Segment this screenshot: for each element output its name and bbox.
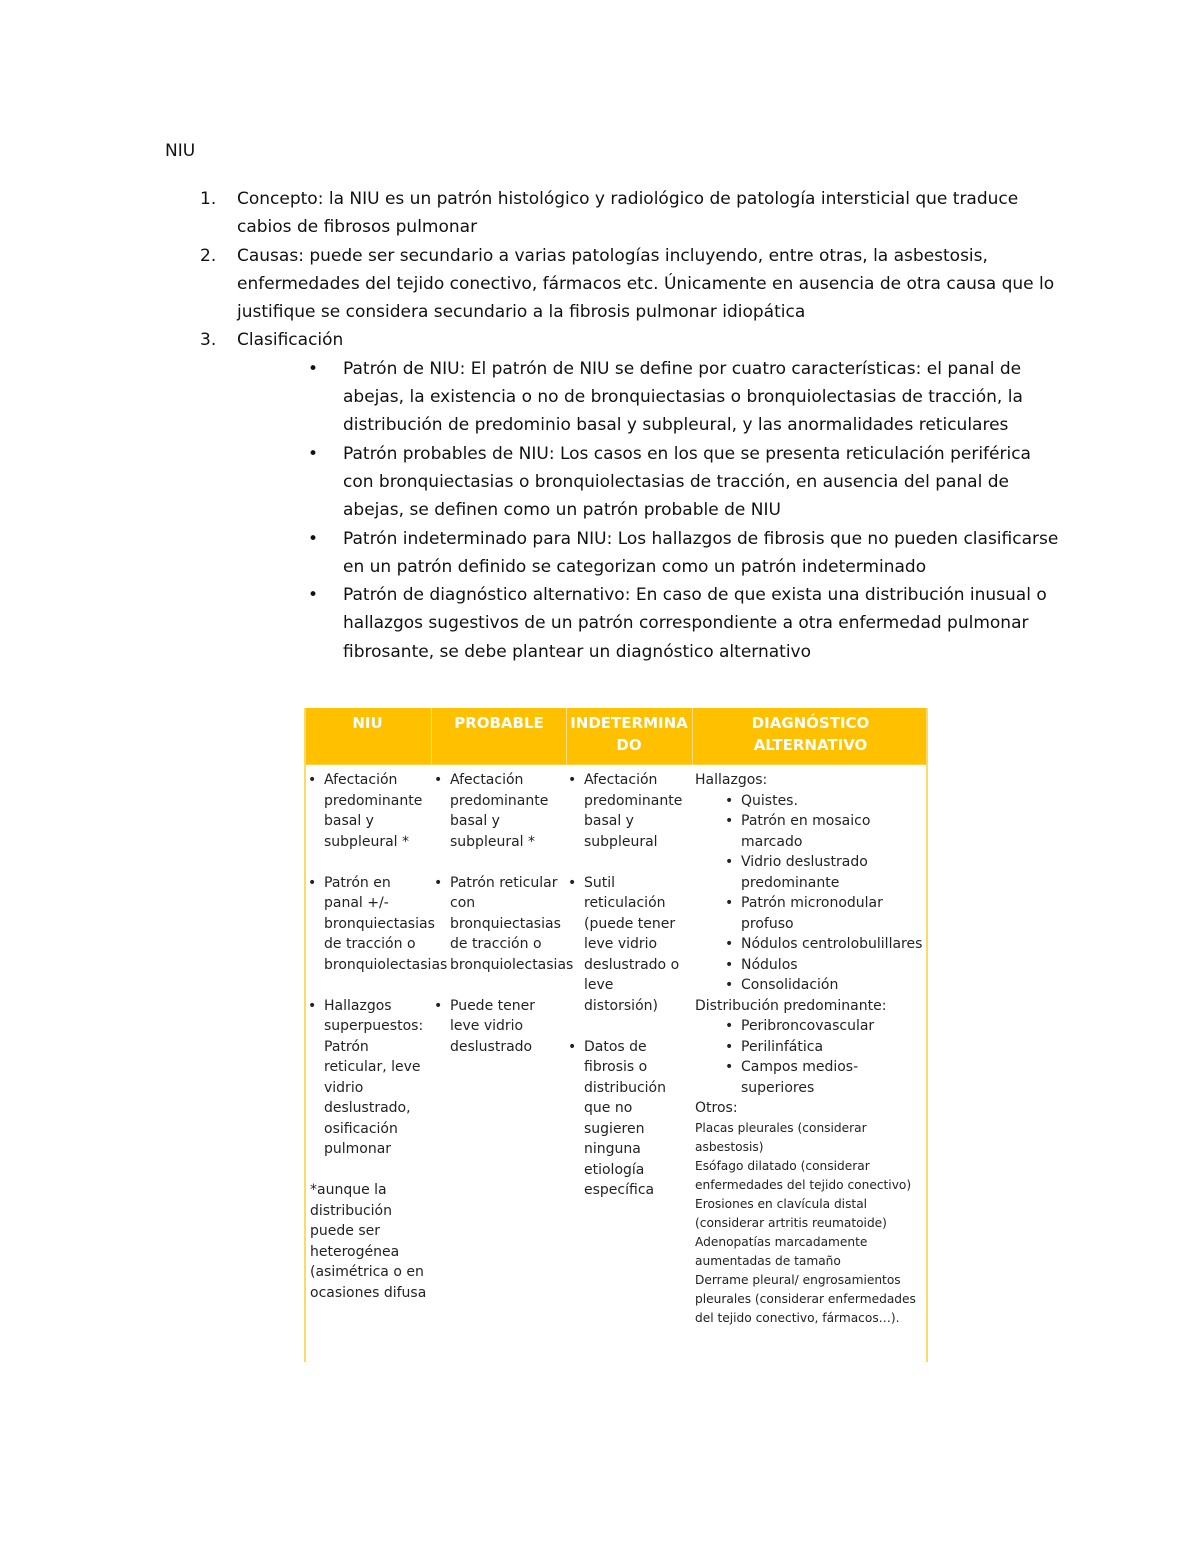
spacer: [566, 1016, 690, 1037]
list-item-text: Concepto: la NIU es un patrón histológico y radiológico de patología intersticial que traduce cabios de fibrosos pulmonar: [237, 189, 1019, 238]
distribucion-label: Distribución predominante:: [695, 997, 887, 1014]
header-indeterminado: INDETERMINA DO: [570, 714, 688, 754]
bullet-icon: •: [308, 997, 317, 1014]
header-diagnostico-alternativo: DIAGNÓSTICO ALTERNATIVO: [751, 714, 870, 754]
header-rule: [304, 764, 928, 765]
classification-table: [304, 708, 928, 1362]
cell-bullet: • Afectación predominante basal y subpleural: [568, 772, 683, 850]
bullet-icon: •: [308, 358, 319, 379]
column-niu: [306, 770, 448, 1303]
bullet-item: [308, 525, 1060, 582]
cell-bullet: • Campos medios-superiores: [725, 1059, 859, 1096]
cell-bullet: • Consolidación: [723, 975, 927, 996]
bullet-icon: •: [308, 874, 317, 891]
bullet-icon: •: [725, 792, 734, 809]
otros-item: Derrame pleural/ engrosamientos pleurales (considerar enfermedades del tejido conectivo, fármacos…).: [695, 1272, 916, 1325]
cell-bullet: • Perilinfática: [723, 1037, 927, 1058]
list-number: 1.: [200, 189, 217, 209]
main-list: [200, 185, 1060, 666]
list-item-text: Clasificación: [237, 330, 344, 351]
bullet-icon: •: [725, 1059, 734, 1075]
bullet-icon: •: [725, 1018, 734, 1034]
bullet-icon: •: [725, 895, 734, 911]
column-probable: [432, 770, 574, 1057]
bullet-text: Patrón probables de NIU: Los casos en los que se presenta reticulación periférica con bronquiectasias o bronquiolectasias de tracción, en ausencia del panal de abejas, se definen como un patrón probable de NIU: [343, 443, 1031, 521]
header-probable: PROBABLE: [454, 714, 544, 732]
otros-item: Esófago dilatado (considerar enfermedades del tejido conectivo): [695, 1158, 912, 1192]
bullet-icon: •: [308, 443, 319, 464]
spacer: [306, 975, 430, 996]
hallazgos-label: Hallazgos:: [695, 772, 768, 788]
table-header: [304, 708, 928, 764]
bullet-icon: •: [725, 977, 734, 993]
cell-bullet: • Nódulos centrolobulillares: [723, 934, 927, 955]
spacer: [432, 852, 566, 873]
cell-bullet: • Sutil reticulación (puede tener leve vidrio deslustrado o leve distorsión): [568, 874, 680, 1014]
bullet-icon: •: [308, 528, 319, 549]
bullet-icon: •: [568, 772, 577, 788]
cell-bullet: • Patrón micronodular profuso: [725, 895, 883, 932]
bullet-item: [308, 581, 1060, 666]
otros-item: Erosiones en clavícula distal (considerar artritis reumatoide): [695, 1196, 887, 1230]
cell-bullet: • Patrón en panal +/- bronquiectasias de tracción o bronquiolectasias: [308, 874, 448, 973]
bullet-icon: •: [725, 956, 734, 973]
cell-bullet: • Datos de fibrosis o distribución que no sugieren ninguna etiología específica: [568, 1038, 666, 1198]
cell-bullet: • Patrón reticular con bronquiectasias de tracción o bronquiolectasias: [434, 874, 574, 973]
bullet-icon: •: [725, 1038, 734, 1055]
list-item-text: Causas: puede ser secundario a varias patologías incluyendo, entre otras, la asbestosis, enfermedades del tejido conectivo, fármacos etc. Únicamente en ausencia de otra causa que lo justifique se considera secundario a la fibrosis pulmonar idiopática: [237, 245, 1055, 323]
cell-bullet: • Vidrio deslustrado predominante: [725, 854, 868, 891]
bullet-icon: •: [308, 585, 319, 606]
bullet-icon: •: [434, 997, 443, 1014]
page-title: NIU: [165, 141, 196, 161]
cell-bullet: • Quistes.: [723, 791, 927, 812]
header-niu: NIU: [352, 714, 383, 732]
list-number: 3.: [200, 330, 217, 351]
cell-bullet: • Afectación predominante basal y subpleural *: [434, 772, 549, 850]
bullet-icon: •: [725, 854, 734, 870]
bullet-item: [308, 355, 1060, 440]
bullet-text: Patrón de diagnóstico alternativo: En caso de que exista una distribución inusual o hallazgos sugestivos de un patrón correspondiente a otra enfermedad pulmonar fibrosante, se debe plantear un diagnóstico alternativo: [343, 585, 1047, 662]
cell-bullet: • Puede tener leve vidrio deslustrado: [434, 997, 535, 1055]
bullet-text: Patrón de NIU: El patrón de NIU se define por cuatro características: el panal de abejas, la existencia o no de bronquiectasias o bronquiolectasias de tracción, la distribución de predominio basal y subpleural, y las anormalidades reticulares: [343, 358, 1023, 436]
bullet-icon: •: [725, 813, 734, 829]
bullet-icon: •: [434, 874, 443, 891]
bullet-icon: •: [308, 772, 317, 788]
classification-list: [237, 355, 1060, 666]
list-number: 2.: [200, 245, 217, 266]
list-item-clasificacion: [200, 326, 1060, 666]
bullet-icon: •: [568, 874, 577, 891]
list-item-causas: [200, 242, 1060, 327]
bullet-icon: •: [725, 936, 734, 952]
column-indeterminado: [566, 770, 690, 1201]
bullet-item: [308, 440, 1060, 525]
footnote: *aunque la distribución puede ser heterogénea (asimétrica o en ocasiones difusa: [310, 1182, 427, 1301]
bullet-text: Patrón indeterminado para NIU: Los hallazgos de fibrosis que no pueden clasificarse en un patrón definido se categorizan como un patrón indeterminado: [343, 528, 1059, 577]
otros-label: Otros:: [695, 1100, 738, 1116]
spacer: [306, 852, 430, 873]
cell-bullet: • Peribroncovascular: [723, 1016, 927, 1037]
spacer: [432, 975, 566, 996]
spacer: [566, 852, 690, 873]
otros-item: Adenopatías marcadamente aumentadas de tamaño: [695, 1234, 868, 1268]
bullet-icon: •: [434, 772, 443, 788]
otros-item: Placas pleurales (considerar asbestosis): [695, 1120, 867, 1154]
cell-bullet: • Nódulos: [723, 955, 927, 976]
bullet-icon: •: [568, 1038, 577, 1055]
list-item-concepto: [200, 185, 1060, 242]
cell-bullet: • Afectación predominante basal y subpleural *: [308, 772, 423, 850]
cell-bullet: • Patrón en mosaico marcado: [725, 813, 871, 850]
cell-bullet: • Hallazgos superpuestos: Patrón reticular, leve vidrio deslustrado, osificación pulmonar: [308, 997, 424, 1157]
column-diagnostico-alternativo: [695, 770, 927, 1328]
